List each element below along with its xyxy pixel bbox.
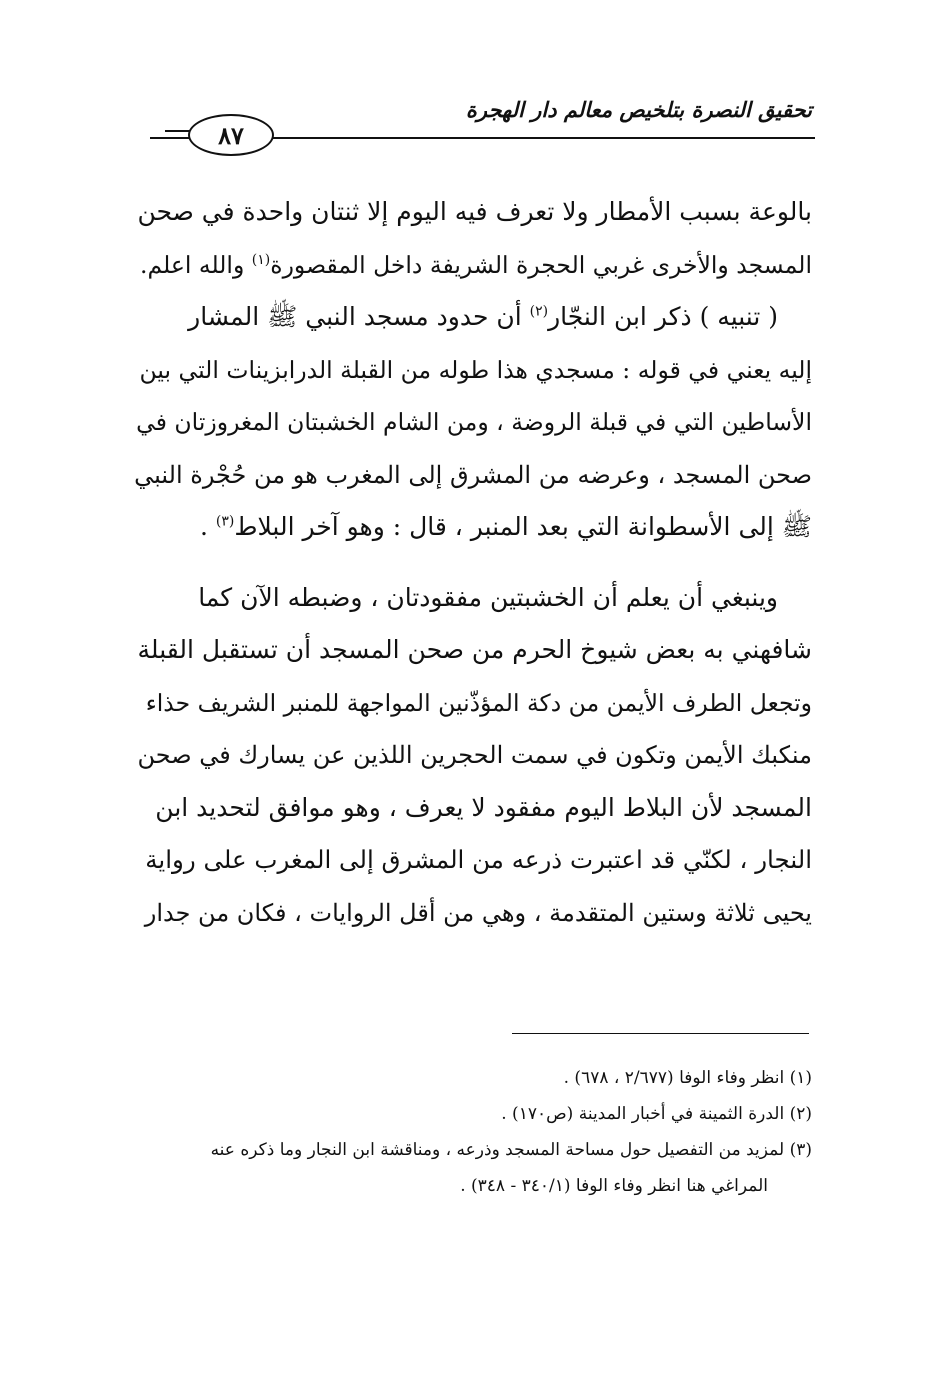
body-line: إليه يعني في قوله : مسجدي هذا طوله من القبلة الدرابزينات التي بين	[139, 355, 812, 384]
footnote-ref: (١)	[251, 251, 271, 268]
footnote: (٣) لمزيد من التفصيل حول مساحة المسجد وذرعه ، ومناقشة ابن النجار وما ذكره عنه	[210, 1140, 812, 1160]
body-line: ( تنبيه ) ذكر ابن النجّار$^{(٢)}$ أن حدود مسجد النبي ﷺ المشار	[188, 302, 778, 331]
page-number: ٨٧	[188, 114, 274, 156]
footnote-ref: (٢)	[529, 303, 549, 320]
body-line: وينبغي أن يعلم أن الخشبتين مفقودتان ، وضبطه الآن كما	[198, 582, 778, 612]
footnote: (١) انظر وفاء الوفا (٢/٦٧٧ ، ٦٧٨) .	[563, 1068, 812, 1088]
running-title: تحقيق النصرة بتلخيص معالم دار الهجرة	[465, 97, 812, 122]
body-line: وتجعل الطرف الأيمن من دكة المؤذّنين المواجهة للمنبر الشريف حذاء	[145, 688, 812, 717]
body-line: بالوعة بسبب الأمطار ولا تعرف فيه اليوم إلا ثنتان واحدة في صحن	[137, 197, 812, 226]
body-line: شافهني به بعض شيوخ الحرم من صحن المسجد أن تستقبل القبلة	[137, 635, 812, 664]
body-line: صحن المسجد ، وعرضه من المشرق إلى المغرب هو من حُجْرة النبي	[134, 460, 812, 489]
footnote-continuation: المراغي هنا انظر وفاء الوفا (٣٤٠/١ - ٣٤٨) .	[460, 1176, 768, 1196]
body-line: الأساطين التي في قبلة الروضة ، ومن الشام الخشبتان المغروزتان في	[136, 408, 812, 436]
body-line: النجار ، لكنّي قد اعتبرت ذرعه من المشرق إلى المغرب على رواية	[145, 845, 812, 874]
body-line: المسجد والأخرى غربي الحجرة الشريفة داخل المقصورة$^{(١)}$ والله اعلم.	[139, 250, 812, 279]
body-line: منكبك الأيمن وتكون في سمت الحجرين اللذين عن يسارك في صحن	[137, 741, 812, 769]
footnote-ref: (٣)	[215, 513, 235, 530]
body-line: ﷺ إلى الأسطوانة التي بعد المنبر ، قال : وهو آخر البلاط$^{(٣)}$ .	[200, 512, 812, 541]
footnote: (٢) الدرة الثمينة في أخبار المدينة (ص١٧٠) .	[501, 1104, 812, 1124]
body-line: يحيى ثلاثة وستين المتقدمة ، وهي من أقل الروايات ، فكان من جدار	[144, 898, 812, 927]
body-line: المسجد لأن البلاط اليوم مفقود لا يعرف ، وهو موافق لتحديد ابن	[155, 792, 812, 822]
body-text	[134, 186, 812, 939]
footnotes	[134, 1060, 812, 1204]
footnote-separator	[512, 1033, 809, 1034]
